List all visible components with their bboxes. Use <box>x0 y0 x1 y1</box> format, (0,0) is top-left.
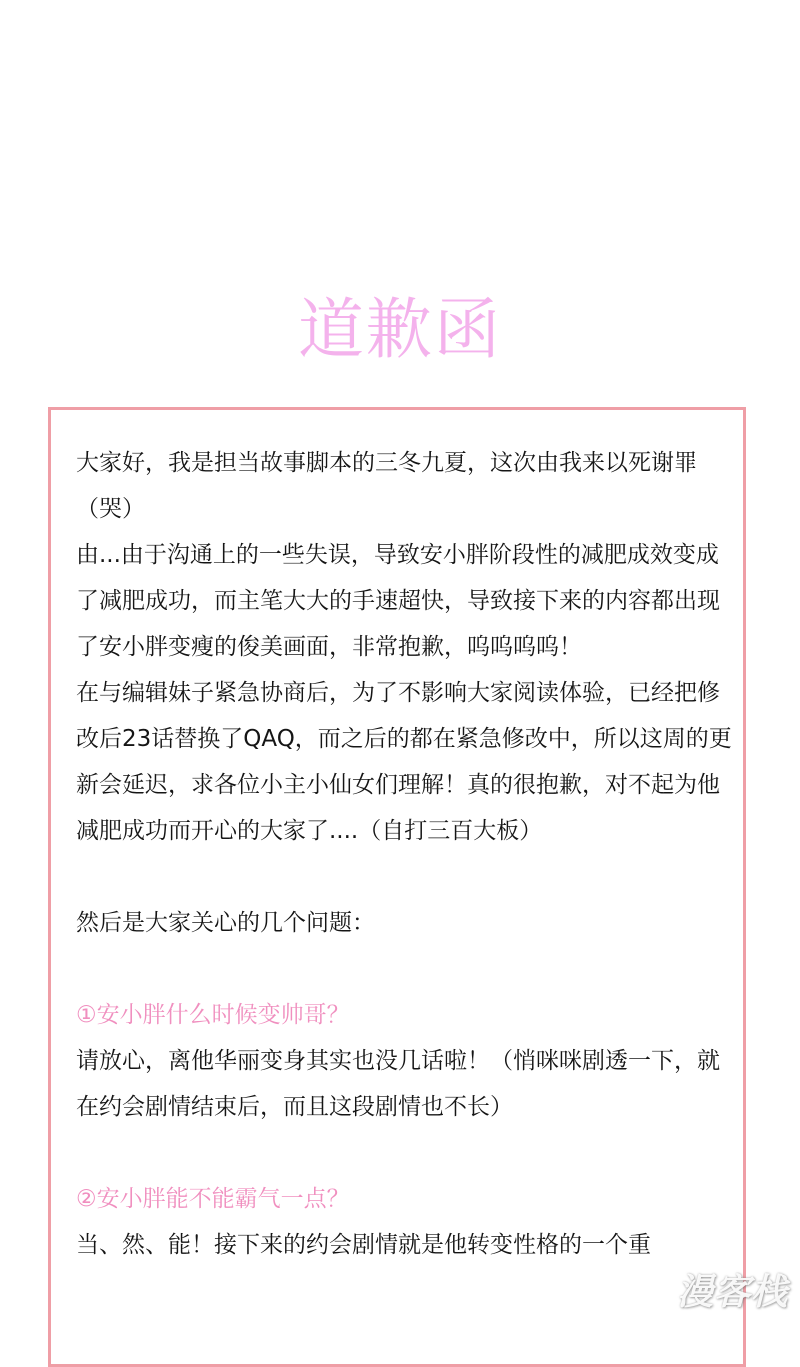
letter-body <box>76 440 736 1268</box>
letter-paragraph-update-delay: 在与编辑妹子紧急协商后，为了不影响大家阅读体验，已经把修改后23话替换了QAQ，而之后的都在紧急修改中，所以这周的更新会延迟，求各位小主小仙女们理解！真的很抱歉，对不起为他减肥成功而开心的大家了....（自打三百大板） <box>76 680 732 844</box>
page-title: 道歉函 <box>298 291 502 368</box>
spacer <box>76 1130 736 1176</box>
spacer <box>76 854 736 900</box>
faq-question-1: ①安小胖什么时候变帅哥？ <box>76 1002 350 1028</box>
watermark-logo: 漫客栈 <box>676 1272 788 1313</box>
faq-answer-1: 请放心，离他华丽变身其实也没几话啦！（悄咪咪剧透一下，就在约会剧情结束后，而且这段剧情也不长） <box>76 1048 720 1120</box>
spacer <box>76 946 736 992</box>
letter-paragraph-explanation: 由...由于沟通上的一些失误，导致安小胖阶段性的减肥成效变成了减肥成功，而主笔大大的手速超快，导致接下来的内容都出现了安小胖变瘦的俊美画面，非常抱歉，呜呜呜呜！ <box>76 542 720 660</box>
faq-answer-2: 当、然、能！接下来的约会剧情就是他转变性格的一个重 <box>76 1232 651 1258</box>
letter-paragraph-greeting: 大家好，我是担当故事脚本的三冬九夏，这次由我来以死谢罪（哭） <box>76 450 697 522</box>
letter-paragraph-faq-intro: 然后是大家关心的几个问题： <box>76 910 375 936</box>
faq-question-2: ②安小胖能不能霸气一点？ <box>76 1186 350 1212</box>
